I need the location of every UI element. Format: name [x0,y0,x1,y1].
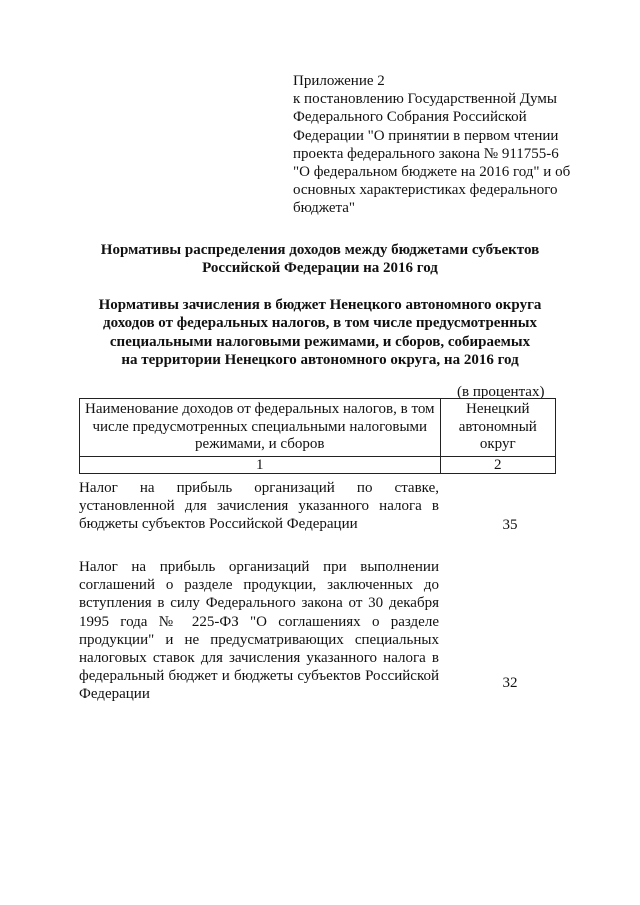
appendix-line: к постановлению Государственной Думы [293,91,557,108]
header-text: автономный округ [458,418,537,452]
title-line: Нормативы распределения доходов между бюджетами субъектов [100,242,540,258]
subtitle-line: доходов от федеральных налогов, в том числе предусмотренных [103,315,537,332]
header-text: режимами, и сборов [195,436,325,452]
column-number: 1 [80,456,441,473]
appendix-line: Федерации "О принятии в первом чтении [293,127,559,144]
table-header-row [80,399,556,457]
norms-table [79,398,556,474]
document-title [60,241,580,278]
column-number-row [80,456,556,473]
table-title [60,296,580,370]
header-text: Наименование доходов от федеральных налогов, в том [85,401,435,417]
header-cell-name [80,399,441,457]
tax-row-name: Налог на прибыль организаций при выполнении соглашений о разделе продукции, заключенных до вступления в силу Федерального закона от 30 декабря 1995 года № 225-ФЗ "О соглашениях о разделе продукции" и не предусматривающих специальных налоговых ставок для зачисления указанного налога в федеральный бюджет и бюджеты субъектов Российской Федерации [79,559,439,703]
tax-row-value: 32 [502,675,518,691]
appendix-line: проекта федерального закона № 911755-6 [293,145,559,162]
appendix-line: Приложение 2 [293,73,385,89]
appendix-line: бюджета" [293,200,356,217]
tax-row-value: 35 [502,517,518,533]
appendix-line: основных характеристиках федерального [293,182,558,199]
header-cell-region [440,399,555,457]
header-text: числе предусмотренных специальными налоговыми [92,418,428,435]
header-text: Ненецкий [465,401,530,417]
appendix-line: Федерального Собрания Российской [293,109,527,126]
appendix-line: "О федеральном бюджете на 2016 год" и об [293,164,571,181]
subtitle-line: Нормативы зачисления в бюджет Ненецкого автономного округа [98,297,542,313]
subtitle-line: на территории Ненецкого автономного округа, на 2016 год [121,352,519,369]
tax-row-name: Налог на прибыль организаций по ставке, установленной для зачисления указанного налога в бюджеты субъектов Российской Федерации [79,480,439,533]
subtitle-line: специальными налоговыми режимами, и сборов, собираемых [109,333,531,350]
title-line: Российской Федерации на 2016 год [202,260,438,277]
column-number: 2 [440,456,555,473]
appendix-header [293,72,583,218]
units-note: (в процентах) [457,384,545,400]
